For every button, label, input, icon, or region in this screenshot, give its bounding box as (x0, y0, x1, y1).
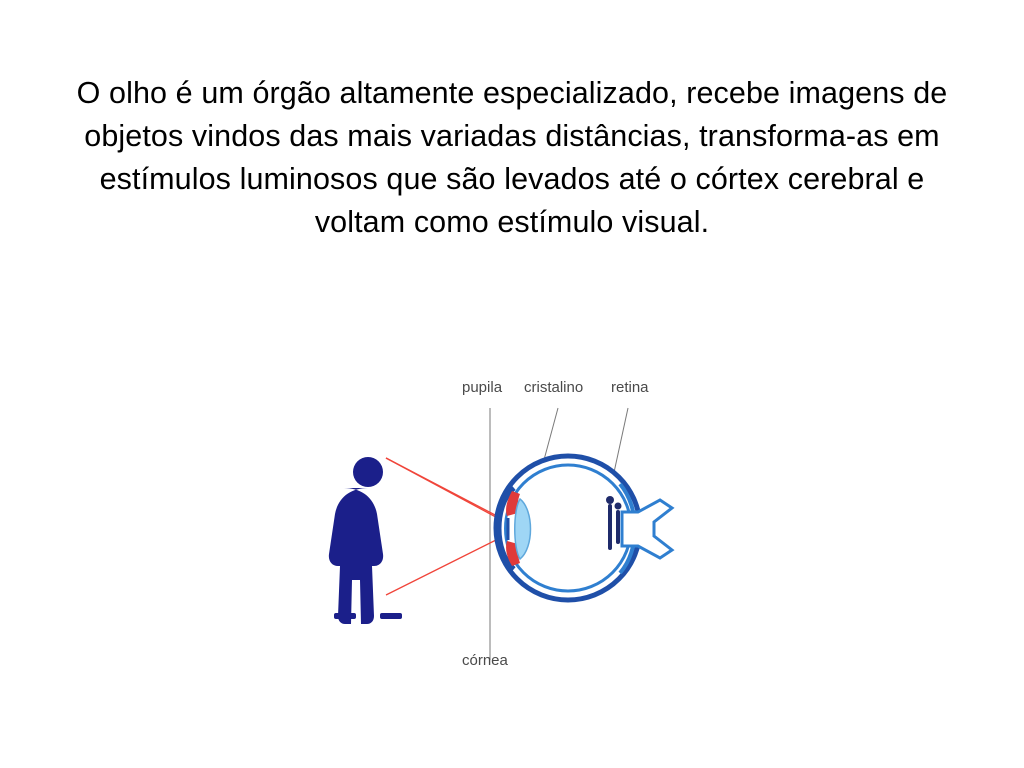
slide-body-text: O olho é um órgão altamente especializado, recebe imagens de objetos vindos das mais variadas distâncias, transforma-as em estímulos luminosos que são levados até o córtex cerebral e voltam como estímulo visual. (76, 76, 948, 239)
label-retina: retina (611, 379, 649, 396)
eye-diagram-svg (268, 360, 758, 690)
label-cornea: córnea (462, 652, 508, 669)
eye-diagram (268, 360, 758, 690)
person-silhouette (329, 457, 402, 624)
label-pupila: pupila (462, 379, 503, 396)
label-cristalino: cristalino (524, 379, 584, 396)
eyeball (496, 456, 672, 600)
